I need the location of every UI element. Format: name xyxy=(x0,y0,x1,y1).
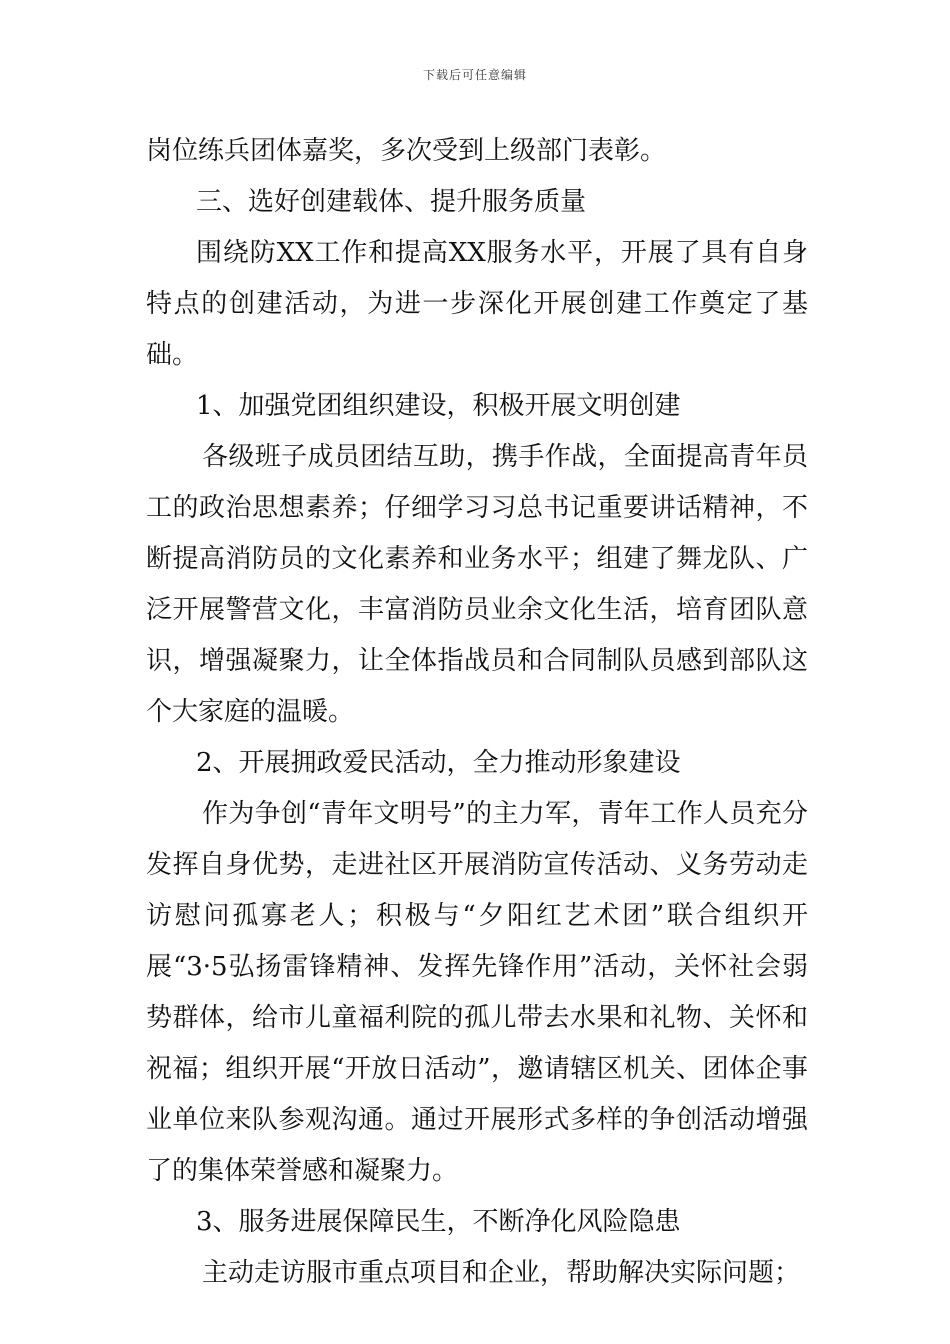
section-heading-3: 三、选好创建载体、提升服务质量 xyxy=(196,187,587,217)
subheading-3: 3、服务进展保障民生，不断净化风险隐患 xyxy=(196,1207,681,1237)
subheading-1: 1、加强党团组织建设，积极开展文明创建 xyxy=(196,391,681,421)
subheading-2: 2、开展拥政爱民活动，全力推动形象建设 xyxy=(196,748,681,778)
section-intro-paragraph: 围绕防XX工作和提高XX服务水平，开展了具有自身特点的创建活动，为进一步深化开展创建工作奠定了基础。 xyxy=(146,238,808,370)
paragraph-3: 主动走访服市重点项目和企业，帮助解决实际问题； xyxy=(202,1258,801,1288)
paragraph-1: 各级班子成员团结互助，携手作战，全面提高青年员工的政治思想素养；仔细学习习总书记重要讲话精神，不断提高消防员的文化素养和业务水平；组建了舞龙队、广泛开展警营文化，丰富消防员业余文化生活，培育团队意识，增强凝聚力，让全体指战员和合同制队员感到部队这个大家庭的温暖。 xyxy=(146,442,808,727)
document-body xyxy=(146,126,808,1299)
paragraph-continuation: 岗位练兵团体嘉奖，多次受到上级部门表彰。 xyxy=(146,136,667,166)
page-header-note: 下载后可任意编辑 xyxy=(422,68,527,82)
paragraph-2: 作为争创“青年文明号”的主力军，青年工作人员充分发挥自身优势，走进社区开展消防宣传活动、义务劳动走访慰问孤寡老人；积极与“夕阳红艺术团”联合组织开展“3·5弘扬雷锋精神、发挥先锋作用”活动，关怀社会弱势群体，给市儿童福利院的孤儿带去水果和礼物、关怀和祝福；组织开展“开放日活动”，邀请辖区机关、团体企事业单位来队参观沟通。通过开展形式多样的争创活动增强了的集体荣誉感和凝聚力。 xyxy=(146,799,808,1186)
